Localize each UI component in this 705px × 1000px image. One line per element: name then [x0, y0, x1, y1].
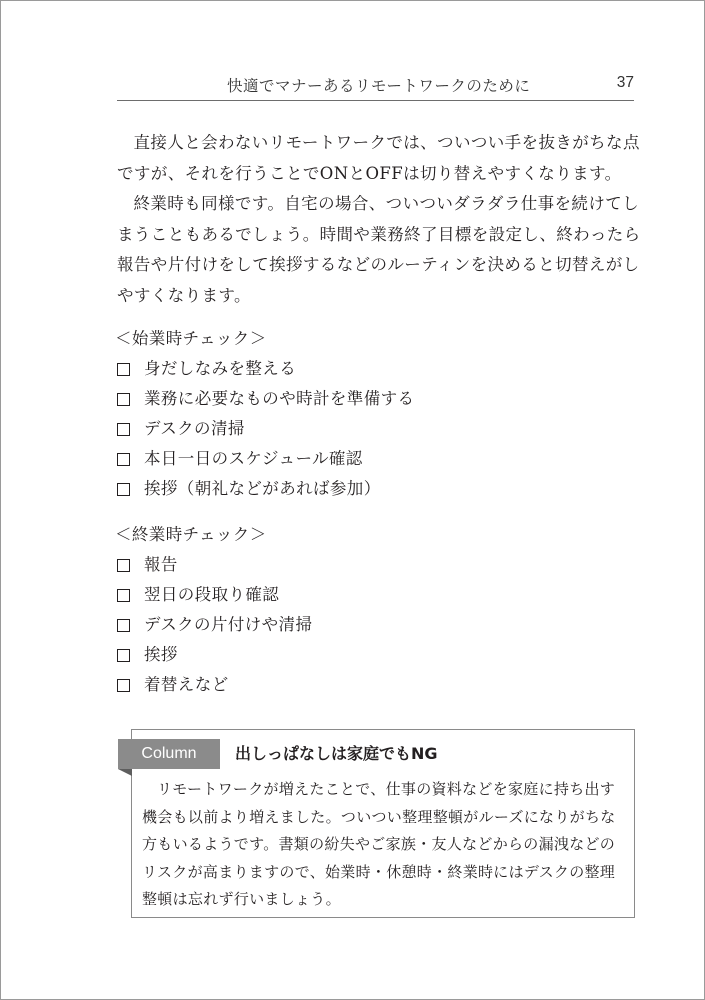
column-box: [131, 729, 635, 918]
column-paragraph: リモートワークが増えたことで、仕事の資料などを家庭に持ち出す機会も以前より増えました。ついつい整理整頓がルーズになりがちな方もいるようです。書類の紛失やご家族・友人などからの漏洩などのリスクが高まりますので、始業時・休憩時・終業時にはデスクの整理整頓は忘れず行いましょう。: [142, 780, 616, 909]
checklist-item-label: デスクの清掃: [144, 419, 245, 438]
end-checklist: [117, 520, 647, 700]
checklist-item: [117, 610, 647, 640]
checklist-item-label: 挨拶: [144, 645, 178, 664]
checkbox-icon: [117, 619, 130, 632]
checklist-item: [117, 384, 647, 414]
start-checklist: [117, 324, 647, 504]
checklist-item: [117, 474, 647, 504]
checkbox-icon: [117, 589, 130, 602]
checklist-item: [117, 640, 647, 670]
checklist-item-label: デスクの片付けや清掃: [144, 615, 313, 634]
checkbox-icon: [117, 483, 130, 496]
body-text: [117, 128, 647, 312]
end-checklist-heading: ＜終業時チェック＞: [115, 525, 267, 544]
checklist-item-label: 着替えなど: [144, 675, 229, 694]
checkbox-icon: [117, 393, 130, 406]
checklist-item-label: 身だしなみを整える: [144, 359, 297, 378]
checklist-item: [117, 550, 647, 580]
checklist-item: [117, 670, 647, 700]
paragraph: 直接人と会わないリモートワークでは、ついつい手を抜きがちな点ですが、それを行うことでONとOFFは切り替えやすくなります。: [117, 133, 640, 183]
checkbox-icon: [117, 559, 130, 572]
running-header: [117, 74, 634, 101]
checkbox-icon: [117, 423, 130, 436]
checklist-item: [117, 414, 647, 444]
checkbox-icon: [117, 363, 130, 376]
paragraph: 終業時も同様です。自宅の場合、ついついダラダラ仕事を続けてしまうこともあるでしょう。時間や業務終了目標を設定し、終わったら報告や片付けをして挨拶するなどのルーティンを決めると切替えがしやすくなります。: [117, 194, 641, 305]
checklist-item: [117, 444, 647, 474]
page-number: 37: [616, 74, 634, 91]
checkbox-icon: [117, 453, 130, 466]
checklist-item-label: 業務に必要なものや時計を準備する: [144, 389, 415, 408]
column-tab-fold: [118, 769, 132, 776]
checklist-item-label: 本日一日のスケジュール確認: [144, 449, 363, 468]
checklist-item-label: 報告: [144, 555, 178, 574]
column-text: [142, 776, 626, 914]
start-checklist-heading: ＜始業時チェック＞: [115, 329, 267, 348]
checklist-item: [117, 354, 647, 384]
column-title: 出しっぱなしは家庭でもNG: [235, 744, 438, 763]
checklist-item-label: 翌日の段取り確認: [144, 585, 280, 604]
checklist-item: [117, 580, 647, 610]
checkbox-icon: [117, 679, 130, 692]
column-tab: Column: [118, 739, 220, 769]
checkbox-icon: [117, 649, 130, 662]
checklist-item-label: 挨拶（朝礼などがあれば参加）: [144, 479, 381, 498]
running-header-title: 快適でマナーあるリモートワークのために: [227, 77, 531, 95]
